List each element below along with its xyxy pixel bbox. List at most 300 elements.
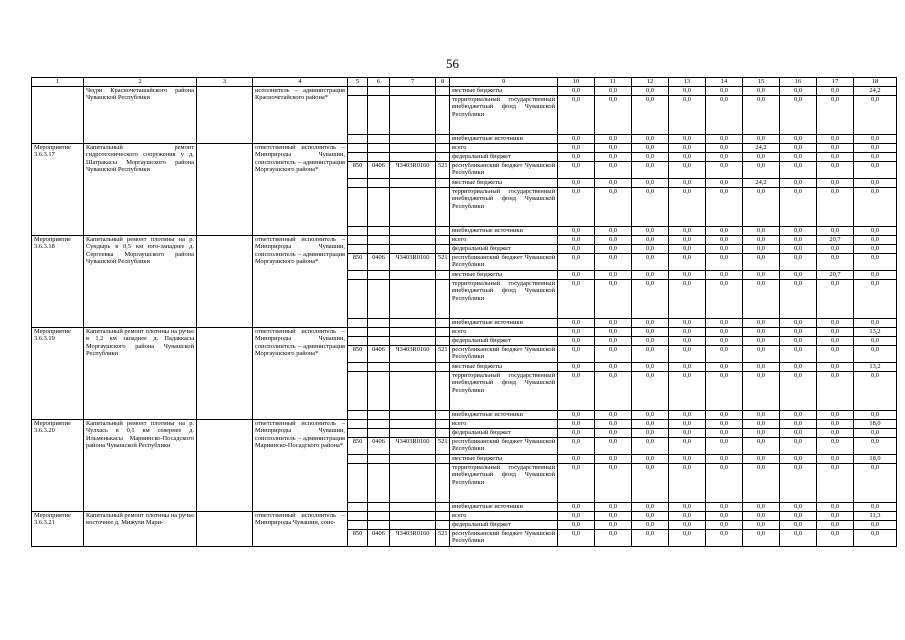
value-cell: 0,0 bbox=[595, 270, 632, 279]
value-cell: 0,0 bbox=[558, 520, 595, 529]
blank-cell bbox=[197, 419, 253, 511]
expense-type-cell bbox=[436, 270, 450, 279]
value-cell: 0,0 bbox=[817, 529, 854, 546]
value-cell: 0,0 bbox=[854, 318, 897, 327]
value-cell: 0,0 bbox=[595, 253, 632, 270]
value-cell: 0,0 bbox=[743, 454, 780, 463]
value-cell: 0,0 bbox=[558, 161, 595, 178]
value-cell: 0,0 bbox=[595, 327, 632, 336]
blank-cell bbox=[197, 143, 253, 235]
value-cell: 0,0 bbox=[780, 520, 817, 529]
value-cell: 0,0 bbox=[743, 134, 780, 143]
value-cell: 0,0 bbox=[558, 437, 595, 454]
value-cell: 0,0 bbox=[706, 253, 743, 270]
value-cell: 0,0 bbox=[743, 318, 780, 327]
expense-type-cell bbox=[436, 187, 450, 226]
gov-code-cell bbox=[348, 143, 368, 152]
expense-type-cell: 521 bbox=[436, 529, 450, 546]
value-cell: 0,0 bbox=[632, 511, 669, 520]
value-cell: 0,0 bbox=[817, 502, 854, 511]
value-cell: 0,0 bbox=[817, 318, 854, 327]
section-code-cell: 0406 bbox=[368, 437, 390, 454]
value-cell: 0,0 bbox=[669, 428, 706, 437]
value-cell: 0,0 bbox=[817, 86, 854, 95]
value-cell: 0,0 bbox=[706, 463, 743, 502]
value-cell: 0,0 bbox=[669, 134, 706, 143]
section-code-cell bbox=[368, 152, 390, 161]
funding-source-cell: федеральный бюджет bbox=[450, 428, 558, 437]
value-cell: 0,0 bbox=[595, 244, 632, 253]
column-number: 15 bbox=[743, 78, 780, 87]
value-cell: 0,0 bbox=[780, 143, 817, 152]
executor-cell: ответственный исполнитель – Минприроды Чувашии, соисполнитель – администрация Моргаушского района* bbox=[253, 327, 348, 419]
gov-code-cell: 850 bbox=[348, 161, 368, 178]
target-article-cell bbox=[390, 270, 436, 279]
value-cell: 0,0 bbox=[743, 520, 780, 529]
executor-cell: ответственный исполнитель – Минприроды Чувашии, соис- bbox=[253, 511, 348, 546]
section-code-cell bbox=[368, 428, 390, 437]
value-cell: 0,0 bbox=[632, 134, 669, 143]
funding-source-cell: всего bbox=[450, 235, 558, 244]
value-cell: 0,0 bbox=[854, 502, 897, 511]
value-cell: 0,0 bbox=[558, 95, 595, 134]
funding-source-cell: местные бюджеты bbox=[450, 86, 558, 95]
measure-id-cell: Мероприятие 3.6.3.17 bbox=[32, 143, 84, 235]
value-cell: 18,0 bbox=[854, 419, 897, 428]
value-cell: 0,0 bbox=[706, 511, 743, 520]
column-number: 12 bbox=[632, 78, 669, 87]
value-cell: 0,0 bbox=[669, 529, 706, 546]
value-cell: 0,0 bbox=[558, 502, 595, 511]
executor-cell: исполнитель – администрация Красночетайского района* bbox=[253, 86, 348, 143]
funding-source-cell: всего bbox=[450, 419, 558, 428]
value-cell: 0,0 bbox=[706, 270, 743, 279]
value-cell: 0,0 bbox=[706, 279, 743, 318]
section-code-cell bbox=[368, 226, 390, 235]
funding-source-cell: внебюджетные источники bbox=[450, 502, 558, 511]
funding-source-cell: федеральный бюджет bbox=[450, 336, 558, 345]
value-cell: 0,0 bbox=[743, 419, 780, 428]
funding-source-cell: республиканский бюджет Чувашской Республики bbox=[450, 529, 558, 546]
gov-code-cell: 850 bbox=[348, 529, 368, 546]
expense-type-cell bbox=[436, 511, 450, 520]
section-code-cell bbox=[368, 143, 390, 152]
target-article-cell bbox=[390, 463, 436, 502]
value-cell: 0,0 bbox=[743, 529, 780, 546]
value-cell: 0,0 bbox=[669, 437, 706, 454]
value-cell: 0,0 bbox=[558, 86, 595, 95]
expense-type-cell bbox=[436, 463, 450, 502]
value-cell: 0,0 bbox=[558, 152, 595, 161]
measure-name-cell: Капитальный ремонт плотины на р. Сундырь в 0,5 км юго-западнее д. Сергеевка Моргаушского района Чувашской Республики bbox=[84, 235, 197, 327]
value-cell: 0,0 bbox=[558, 143, 595, 152]
value-cell: 0,0 bbox=[780, 371, 817, 410]
value-cell: 0,0 bbox=[780, 270, 817, 279]
table-row bbox=[32, 143, 897, 152]
value-cell: 0,0 bbox=[632, 345, 669, 362]
value-cell: 0,0 bbox=[854, 178, 897, 187]
value-cell: 0,0 bbox=[669, 502, 706, 511]
value-cell: 0,0 bbox=[780, 336, 817, 345]
value-cell: 0,0 bbox=[743, 244, 780, 253]
gov-code-cell bbox=[348, 152, 368, 161]
target-article-cell bbox=[390, 318, 436, 327]
value-cell: 0,0 bbox=[817, 143, 854, 152]
expense-type-cell bbox=[436, 327, 450, 336]
value-cell: 0,0 bbox=[854, 371, 897, 410]
value-cell: 0,0 bbox=[743, 327, 780, 336]
measure-id-cell: Мероприятие 3.6.3.18 bbox=[32, 235, 84, 327]
value-cell: 0,0 bbox=[669, 511, 706, 520]
value-cell: 0,0 bbox=[780, 362, 817, 371]
expense-type-cell bbox=[436, 371, 450, 410]
gov-code-cell bbox=[348, 134, 368, 143]
funding-source-cell: республиканский бюджет Чувашской Республики bbox=[450, 161, 558, 178]
value-cell: 0,0 bbox=[817, 279, 854, 318]
section-code-cell: 0406 bbox=[368, 529, 390, 546]
value-cell: 0,0 bbox=[706, 187, 743, 226]
value-cell: 0,0 bbox=[854, 529, 897, 546]
value-cell: 0,0 bbox=[632, 86, 669, 95]
target-article-cell bbox=[390, 134, 436, 143]
value-cell: 0,0 bbox=[780, 511, 817, 520]
value-cell: 0,0 bbox=[706, 502, 743, 511]
section-code-cell bbox=[368, 362, 390, 371]
gov-code-cell bbox=[348, 410, 368, 419]
value-cell: 0,0 bbox=[632, 410, 669, 419]
target-article-cell bbox=[390, 152, 436, 161]
value-cell: 0,0 bbox=[595, 520, 632, 529]
value-cell: 0,0 bbox=[595, 134, 632, 143]
value-cell: 24,2 bbox=[743, 143, 780, 152]
value-cell: 0,0 bbox=[632, 187, 669, 226]
column-number: 10 bbox=[558, 78, 595, 87]
value-cell: 0,0 bbox=[669, 454, 706, 463]
expense-type-cell bbox=[436, 362, 450, 371]
target-article-cell bbox=[390, 371, 436, 410]
value-cell: 0,0 bbox=[595, 235, 632, 244]
value-cell: 0,0 bbox=[854, 161, 897, 178]
value-cell: 0,0 bbox=[817, 134, 854, 143]
column-number-row bbox=[32, 78, 897, 87]
expense-type-cell bbox=[436, 502, 450, 511]
value-cell: 0,0 bbox=[595, 437, 632, 454]
value-cell: 0,0 bbox=[595, 371, 632, 410]
value-cell: 0,0 bbox=[558, 454, 595, 463]
value-cell: 0,0 bbox=[706, 244, 743, 253]
value-cell: 0,0 bbox=[706, 152, 743, 161]
value-cell: 0,0 bbox=[595, 318, 632, 327]
measure-name-cell: Капитальный ремонт плотины на ручье в 1,2 км западнее д. Падаккасы Моргаушского района Чувашской Республики bbox=[84, 327, 197, 419]
value-cell: 0,0 bbox=[632, 336, 669, 345]
value-cell: 0,0 bbox=[706, 143, 743, 152]
value-cell: 0,0 bbox=[743, 345, 780, 362]
target-article-cell bbox=[390, 502, 436, 511]
value-cell: 0,0 bbox=[743, 270, 780, 279]
value-cell: 0,0 bbox=[669, 345, 706, 362]
value-cell: 0,0 bbox=[558, 187, 595, 226]
gov-code-cell bbox=[348, 520, 368, 529]
value-cell: 11,3 bbox=[854, 511, 897, 520]
value-cell: 0,0 bbox=[669, 143, 706, 152]
gov-code-cell bbox=[348, 187, 368, 226]
section-code-cell bbox=[368, 463, 390, 502]
expense-type-cell bbox=[436, 244, 450, 253]
value-cell: 0,0 bbox=[558, 318, 595, 327]
target-article-cell: Ч3403R0160 bbox=[390, 529, 436, 546]
funding-source-cell: местные бюджеты bbox=[450, 454, 558, 463]
value-cell: 0,0 bbox=[780, 152, 817, 161]
gov-code-cell bbox=[348, 95, 368, 134]
value-cell: 0,0 bbox=[817, 336, 854, 345]
section-code-cell bbox=[368, 511, 390, 520]
value-cell: 0,0 bbox=[854, 95, 897, 134]
value-cell: 0,0 bbox=[780, 419, 817, 428]
funding-source-cell: всего bbox=[450, 143, 558, 152]
value-cell: 0,0 bbox=[854, 428, 897, 437]
value-cell: 0,0 bbox=[743, 371, 780, 410]
value-cell: 0,0 bbox=[854, 279, 897, 318]
value-cell: 0,0 bbox=[632, 279, 669, 318]
column-number: 8 bbox=[436, 78, 450, 87]
value-cell: 0,0 bbox=[595, 419, 632, 428]
value-cell: 0,0 bbox=[669, 336, 706, 345]
value-cell: 0,0 bbox=[595, 502, 632, 511]
expense-type-cell: 521 bbox=[436, 253, 450, 270]
value-cell: 0,0 bbox=[743, 437, 780, 454]
value-cell: 0,0 bbox=[558, 511, 595, 520]
value-cell: 0,0 bbox=[669, 419, 706, 428]
gov-code-cell bbox=[348, 463, 368, 502]
column-number: 3 bbox=[197, 78, 253, 87]
value-cell: 0,0 bbox=[780, 410, 817, 419]
value-cell: 0,0 bbox=[854, 244, 897, 253]
value-cell: 0,0 bbox=[669, 86, 706, 95]
executor-cell: ответственный исполнитель – Минприроды Чувашии, соисполнитель – администрация Моргаушского района* bbox=[253, 235, 348, 327]
section-code-cell bbox=[368, 187, 390, 226]
funding-source-cell: внебюджетные источники bbox=[450, 226, 558, 235]
column-number: 6 bbox=[368, 78, 390, 87]
value-cell: 0,0 bbox=[558, 336, 595, 345]
funding-source-cell: внебюджетные источники bbox=[450, 134, 558, 143]
column-number: 4 bbox=[253, 78, 348, 87]
value-cell: 0,0 bbox=[558, 362, 595, 371]
value-cell: 0,0 bbox=[632, 520, 669, 529]
section-code-cell bbox=[368, 270, 390, 279]
value-cell: 0,0 bbox=[817, 463, 854, 502]
funding-source-cell: территориальный государственный внебюджетный фонд Чувашской Республики bbox=[450, 187, 558, 226]
value-cell: 0,0 bbox=[706, 336, 743, 345]
funding-source-cell: местные бюджеты bbox=[450, 270, 558, 279]
value-cell: 0,0 bbox=[780, 226, 817, 235]
target-article-cell bbox=[390, 187, 436, 226]
section-code-cell bbox=[368, 410, 390, 419]
gov-code-cell bbox=[348, 244, 368, 253]
value-cell: 0,0 bbox=[706, 95, 743, 134]
column-number: 2 bbox=[84, 78, 197, 87]
measure-id-cell: Мероприятие 3.6.3.20 bbox=[32, 419, 84, 511]
section-code-cell bbox=[368, 279, 390, 318]
value-cell: 20,7 bbox=[817, 270, 854, 279]
value-cell: 0,0 bbox=[595, 410, 632, 419]
value-cell: 0,0 bbox=[817, 327, 854, 336]
funding-source-cell: территориальный государственный внебюджетный фонд Чувашской Республики bbox=[450, 371, 558, 410]
table-row bbox=[32, 86, 897, 95]
value-cell: 0,0 bbox=[706, 318, 743, 327]
value-cell: 0,0 bbox=[595, 152, 632, 161]
value-cell: 0,0 bbox=[706, 454, 743, 463]
funding-source-cell: всего bbox=[450, 327, 558, 336]
gov-code-cell bbox=[348, 336, 368, 345]
value-cell: 0,0 bbox=[780, 463, 817, 502]
expense-type-cell bbox=[436, 419, 450, 428]
expense-type-cell bbox=[436, 520, 450, 529]
value-cell: 0,0 bbox=[817, 520, 854, 529]
target-article-cell bbox=[390, 362, 436, 371]
value-cell: 0,0 bbox=[595, 95, 632, 134]
value-cell: 0,0 bbox=[743, 95, 780, 134]
funding-source-cell: всего bbox=[450, 511, 558, 520]
value-cell: 0,0 bbox=[595, 362, 632, 371]
value-cell: 0,0 bbox=[669, 520, 706, 529]
measure-name-cell: Капитальный ремонт плотины на ручье восточнее д. Мижули Мари- bbox=[84, 511, 197, 546]
value-cell: 0,0 bbox=[706, 226, 743, 235]
value-cell: 0,0 bbox=[743, 253, 780, 270]
value-cell: 0,0 bbox=[780, 95, 817, 134]
budget-table bbox=[31, 77, 897, 547]
value-cell: 0,0 bbox=[854, 253, 897, 270]
value-cell: 0,0 bbox=[706, 529, 743, 546]
target-article-cell bbox=[390, 226, 436, 235]
funding-source-cell: федеральный бюджет bbox=[450, 244, 558, 253]
value-cell: 0,0 bbox=[558, 371, 595, 410]
value-cell: 0,0 bbox=[780, 161, 817, 178]
expense-type-cell bbox=[436, 95, 450, 134]
value-cell: 0,0 bbox=[706, 410, 743, 419]
value-cell: 0,0 bbox=[780, 86, 817, 95]
expense-type-cell bbox=[436, 235, 450, 244]
value-cell: 0,0 bbox=[669, 362, 706, 371]
measure-name-cell: Капитальный ремонт плотины на р. Чулхась в 0,1 км севернее д. Ильменькасы Мариинско-Посадского района Чувашской Республики bbox=[84, 419, 197, 511]
column-number: 14 bbox=[706, 78, 743, 87]
section-code-cell bbox=[368, 336, 390, 345]
funding-source-cell: внебюджетные источники bbox=[450, 410, 558, 419]
expense-type-cell bbox=[436, 143, 450, 152]
value-cell: 0,0 bbox=[780, 187, 817, 226]
value-cell: 0,0 bbox=[558, 270, 595, 279]
value-cell: 0,0 bbox=[780, 437, 817, 454]
value-cell: 0,0 bbox=[854, 270, 897, 279]
value-cell: 0,0 bbox=[854, 134, 897, 143]
value-cell: 0,0 bbox=[706, 345, 743, 362]
gov-code-cell bbox=[348, 327, 368, 336]
expense-type-cell bbox=[436, 336, 450, 345]
value-cell: 0,0 bbox=[669, 95, 706, 134]
value-cell: 0,0 bbox=[854, 187, 897, 226]
value-cell: 0,0 bbox=[780, 327, 817, 336]
value-cell: 0,0 bbox=[632, 362, 669, 371]
value-cell: 0,0 bbox=[669, 318, 706, 327]
target-article-cell bbox=[390, 95, 436, 134]
value-cell: 0,0 bbox=[632, 161, 669, 178]
value-cell: 0,0 bbox=[669, 463, 706, 502]
value-cell: 0,0 bbox=[817, 454, 854, 463]
value-cell: 0,0 bbox=[632, 318, 669, 327]
value-cell: 0,0 bbox=[743, 362, 780, 371]
value-cell: 0,0 bbox=[595, 187, 632, 226]
target-article-cell bbox=[390, 336, 436, 345]
section-code-cell bbox=[368, 95, 390, 134]
value-cell: 0,0 bbox=[669, 279, 706, 318]
value-cell: 0,0 bbox=[743, 511, 780, 520]
expense-type-cell bbox=[436, 178, 450, 187]
funding-source-cell: территориальный государственный внебюджетный фонд Чувашской Республики bbox=[450, 95, 558, 134]
expense-type-cell bbox=[436, 86, 450, 95]
value-cell: 0,0 bbox=[669, 187, 706, 226]
column-number: 5 bbox=[348, 78, 368, 87]
value-cell: 0,0 bbox=[632, 178, 669, 187]
value-cell: 0,0 bbox=[743, 86, 780, 95]
value-cell: 0,0 bbox=[632, 270, 669, 279]
value-cell: 0,0 bbox=[817, 362, 854, 371]
value-cell: 0,0 bbox=[632, 253, 669, 270]
section-code-cell: 0406 bbox=[368, 253, 390, 270]
target-article-cell bbox=[390, 86, 436, 95]
gov-code-cell: 850 bbox=[348, 253, 368, 270]
value-cell: 0,0 bbox=[780, 529, 817, 546]
value-cell: 0,0 bbox=[558, 410, 595, 419]
value-cell: 0,0 bbox=[817, 345, 854, 362]
value-cell: 0,0 bbox=[595, 143, 632, 152]
table-row bbox=[32, 327, 897, 336]
value-cell: 0,0 bbox=[558, 419, 595, 428]
value-cell: 0,0 bbox=[743, 428, 780, 437]
value-cell: 0,0 bbox=[817, 511, 854, 520]
funding-source-cell: территориальный государственный внебюджетный фонд Чувашской Республики bbox=[450, 279, 558, 318]
gov-code-cell bbox=[348, 454, 368, 463]
value-cell: 0,0 bbox=[743, 410, 780, 419]
target-article-cell bbox=[390, 143, 436, 152]
funding-source-cell: федеральный бюджет bbox=[450, 520, 558, 529]
funding-source-cell: местные бюджеты bbox=[450, 362, 558, 371]
value-cell: 0,0 bbox=[706, 362, 743, 371]
value-cell: 0,0 bbox=[558, 529, 595, 546]
expense-type-cell bbox=[436, 454, 450, 463]
value-cell: 0,0 bbox=[595, 454, 632, 463]
value-cell: 0,0 bbox=[706, 428, 743, 437]
executor-cell: ответственный исполнитель – Минприроды Чувашии, соисполнитель – администрация Моргаушского района* bbox=[253, 143, 348, 235]
blank-cell bbox=[197, 235, 253, 327]
value-cell: 0,0 bbox=[706, 327, 743, 336]
section-code-cell bbox=[368, 244, 390, 253]
gov-code-cell bbox=[348, 362, 368, 371]
value-cell: 0,0 bbox=[817, 244, 854, 253]
target-article-cell bbox=[390, 235, 436, 244]
measure-id-cell: Мероприятие 3.6.3.21 bbox=[32, 511, 84, 546]
gov-code-cell bbox=[348, 86, 368, 95]
value-cell: 0,0 bbox=[632, 454, 669, 463]
value-cell: 0,0 bbox=[743, 235, 780, 244]
value-cell: 0,0 bbox=[743, 152, 780, 161]
value-cell: 0,0 bbox=[632, 244, 669, 253]
value-cell: 0,0 bbox=[632, 327, 669, 336]
column-number: 17 bbox=[817, 78, 854, 87]
value-cell: 0,0 bbox=[706, 86, 743, 95]
value-cell: 0,0 bbox=[780, 253, 817, 270]
table-row bbox=[32, 419, 897, 428]
value-cell: 0,0 bbox=[595, 336, 632, 345]
column-number: 18 bbox=[854, 78, 897, 87]
